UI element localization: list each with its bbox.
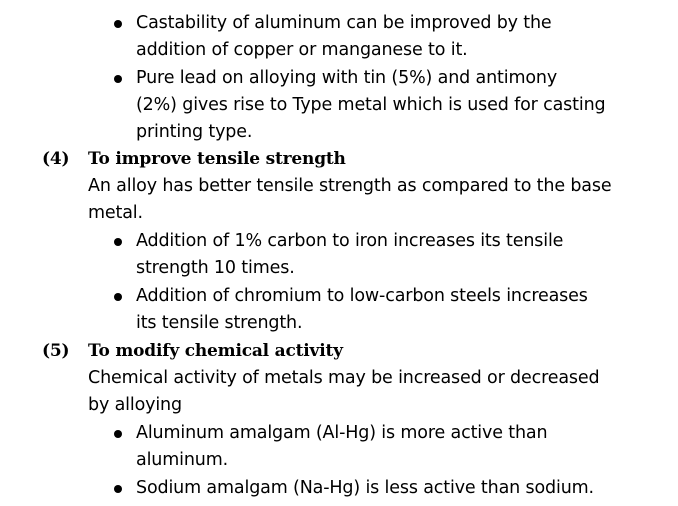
bullet-text: Addition of chromium to low-carbon steels increases [136,286,588,306]
section-number: (5) [42,341,70,361]
bullet-text: addition of copper or manganese to it. [136,40,468,60]
bullet-icon [114,75,122,83]
section-heading: To improve tensile strength [88,149,346,169]
bullet-icon [114,238,122,246]
bullet-icon [114,485,122,493]
bullet-icon [114,430,122,438]
bullet-text: (2%) gives rise to Type metal which is used for casting [136,95,606,115]
bullet-text: Pure lead on alloying with tin (5%) and antimony [136,68,558,88]
bullet-text: printing type. [136,122,253,142]
paragraph-text: metal. [88,203,143,223]
bullet-text: Addition of 1% carbon to iron increases its tensile [136,231,564,251]
bullet-text: strength 10 times. [136,258,295,278]
paragraph-text: by alloying [88,395,182,415]
bullet-text: Castability of aluminum can be improved by the [136,13,552,33]
bullet-text: Aluminum amalgam (Al-Hg) is more active than [136,423,548,443]
bullet-text: its tensile strength. [136,313,303,333]
paragraph-text: Chemical activity of metals may be increased or decreased [88,368,600,388]
bullet-text: aluminum. [136,450,229,470]
section-heading: To modify chemical activity [88,341,343,361]
bullet-icon [114,293,122,301]
bullet-text: Sodium amalgam (Na-Hg) is less active than sodium. [136,478,594,498]
bullet-icon [114,20,122,28]
paragraph-text: An alloy has better tensile strength as compared to the base [88,176,612,196]
section-number: (4) [42,149,70,169]
